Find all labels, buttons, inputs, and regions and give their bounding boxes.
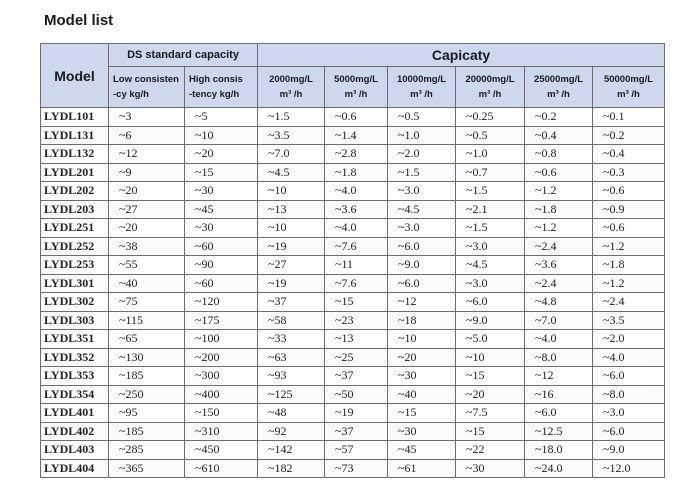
ds-capacity-group-header: DS standard capacity: [109, 44, 258, 67]
table-row: [41, 256, 665, 275]
table-row: [41, 237, 665, 256]
value-cell: ~4.5: [258, 163, 325, 182]
value-cell: ~58: [258, 311, 325, 330]
value-cell: ~0.8: [525, 145, 593, 164]
table-row: [41, 311, 665, 330]
value-cell: ~9.0: [456, 311, 525, 330]
value-cell: ~7.5: [456, 404, 525, 423]
low-consistency-header-line1: Low consisten: [113, 74, 179, 85]
value-cell: ~45: [388, 441, 456, 460]
model-cell: LYDL131: [41, 126, 109, 145]
model-cell: LYDL403: [41, 441, 109, 460]
model-cell: LYDL251: [41, 219, 109, 238]
value-cell: ~57: [325, 441, 388, 460]
value-cell: ~0.6: [593, 219, 665, 238]
high-consistency-header-line1: High consis: [189, 74, 243, 85]
value-cell: ~50: [325, 385, 388, 404]
table-row: [41, 108, 665, 127]
value-cell: ~20: [185, 145, 258, 164]
value-cell: ~1.8: [325, 163, 388, 182]
value-cell: ~19: [258, 237, 325, 256]
table-body: [41, 108, 665, 478]
value-cell: ~1.2: [525, 219, 593, 238]
value-cell: ~365: [109, 459, 185, 478]
capacity-10000-header: [388, 67, 456, 108]
value-cell: ~450: [185, 441, 258, 460]
value-cell: ~0.25: [456, 108, 525, 127]
value-cell: ~310: [185, 422, 258, 441]
value-cell: ~4.0: [593, 348, 665, 367]
value-cell: ~4.0: [325, 182, 388, 201]
table-row: [41, 182, 665, 201]
value-cell: ~12: [525, 367, 593, 386]
value-cell: ~0.2: [593, 126, 665, 145]
value-cell: ~60: [185, 237, 258, 256]
model-table: [40, 43, 665, 478]
value-cell: ~185: [109, 422, 185, 441]
value-cell: ~0.7: [456, 163, 525, 182]
value-cell: ~30: [456, 459, 525, 478]
value-cell: ~610: [185, 459, 258, 478]
value-cell: ~200: [185, 348, 258, 367]
value-cell: ~15: [456, 422, 525, 441]
value-cell: ~20: [109, 219, 185, 238]
value-cell: ~0.6: [325, 108, 388, 127]
value-cell: ~23: [325, 311, 388, 330]
value-cell: ~7.0: [258, 145, 325, 164]
value-cell: ~8.0: [525, 348, 593, 367]
value-cell: ~2.0: [593, 330, 665, 349]
value-cell: ~142: [258, 441, 325, 460]
value-cell: ~37: [258, 293, 325, 312]
value-cell: ~175: [185, 311, 258, 330]
capacity-50000-header-unit: m³ /h: [617, 89, 640, 100]
value-cell: ~12.0: [593, 459, 665, 478]
capacity-group-header: Capicaty: [258, 44, 665, 67]
value-cell: ~92: [258, 422, 325, 441]
value-cell: ~400: [185, 385, 258, 404]
value-cell: ~0.4: [593, 145, 665, 164]
value-cell: ~60: [185, 274, 258, 293]
value-cell: ~1.5: [388, 163, 456, 182]
value-cell: ~18: [388, 311, 456, 330]
table-header: [41, 44, 665, 108]
value-cell: ~73: [325, 459, 388, 478]
value-cell: ~15: [456, 367, 525, 386]
high-consistency-header: [185, 67, 258, 108]
value-cell: ~9: [109, 163, 185, 182]
value-cell: ~4.5: [456, 256, 525, 275]
table-row: [41, 293, 665, 312]
value-cell: ~3.0: [388, 219, 456, 238]
model-cell: LYDL203: [41, 200, 109, 219]
value-cell: ~1.2: [593, 237, 665, 256]
table-row: [41, 163, 665, 182]
capacity-10000-header-unit: m³ /h: [410, 89, 433, 100]
value-cell: ~2.1: [456, 200, 525, 219]
model-cell: LYDL132: [41, 145, 109, 164]
model-cell: LYDL302: [41, 293, 109, 312]
table-row: [41, 404, 665, 423]
value-cell: ~0.6: [593, 182, 665, 201]
value-cell: ~15: [185, 163, 258, 182]
value-cell: ~6: [109, 126, 185, 145]
value-cell: ~6.0: [388, 237, 456, 256]
value-cell: ~3.0: [388, 182, 456, 201]
model-cell: LYDL404: [41, 459, 109, 478]
capacity-25000-header-label: 25000mg/L: [533, 74, 584, 85]
value-cell: ~6.0: [593, 422, 665, 441]
value-cell: ~20: [388, 348, 456, 367]
table-row: [41, 385, 665, 404]
table-row: [41, 330, 665, 349]
capacity-20000-header-label: 20000mg/L: [465, 74, 515, 85]
value-cell: ~20: [456, 385, 525, 404]
value-cell: ~37: [325, 367, 388, 386]
value-cell: ~27: [258, 256, 325, 275]
low-consistency-header: [109, 67, 185, 108]
value-cell: ~30: [388, 367, 456, 386]
value-cell: ~33: [258, 330, 325, 349]
value-cell: ~55: [109, 256, 185, 275]
value-cell: ~1.8: [525, 200, 593, 219]
value-cell: ~0.6: [525, 163, 593, 182]
model-cell: LYDL303: [41, 311, 109, 330]
value-cell: ~150: [185, 404, 258, 423]
value-cell: ~5.0: [456, 330, 525, 349]
value-cell: ~185: [109, 367, 185, 386]
value-cell: ~100: [185, 330, 258, 349]
value-cell: ~3.5: [258, 126, 325, 145]
table-row: [41, 348, 665, 367]
capacity-5000-header: [325, 67, 388, 108]
model-cell: LYDL201: [41, 163, 109, 182]
value-cell: ~27: [109, 200, 185, 219]
value-cell: ~250: [109, 385, 185, 404]
value-cell: ~20: [109, 182, 185, 201]
model-cell: LYDL101: [41, 108, 109, 127]
capacity-25000-header: [525, 67, 593, 108]
value-cell: ~13: [325, 330, 388, 349]
capacity-20000-header-unit: m³ /h: [478, 89, 502, 100]
value-cell: ~3.0: [593, 404, 665, 423]
model-cell: LYDL202: [41, 182, 109, 201]
value-cell: ~12: [388, 293, 456, 312]
model-column-header: Model: [41, 44, 109, 108]
value-cell: ~37: [325, 422, 388, 441]
value-cell: ~95: [109, 404, 185, 423]
value-cell: ~8.0: [593, 385, 665, 404]
value-cell: ~11: [325, 256, 388, 275]
value-cell: ~0.5: [456, 126, 525, 145]
value-cell: ~15: [325, 293, 388, 312]
model-cell: LYDL252: [41, 237, 109, 256]
value-cell: ~6.0: [388, 274, 456, 293]
value-cell: ~3.6: [325, 200, 388, 219]
capacity-2000-header-unit: m³ /h: [279, 89, 303, 100]
value-cell: ~2.0: [388, 145, 456, 164]
value-cell: ~10: [258, 219, 325, 238]
value-cell: ~0.5: [388, 108, 456, 127]
value-cell: ~300: [185, 367, 258, 386]
value-cell: ~7.6: [325, 274, 388, 293]
value-cell: ~115: [109, 311, 185, 330]
value-cell: ~19: [325, 404, 388, 423]
value-cell: ~1.5: [258, 108, 325, 127]
value-cell: ~45: [185, 200, 258, 219]
value-cell: ~285: [109, 441, 185, 460]
value-cell: ~6.0: [525, 404, 593, 423]
value-cell: ~38: [109, 237, 185, 256]
value-cell: ~10: [185, 126, 258, 145]
value-cell: ~2.8: [325, 145, 388, 164]
table-row: [41, 274, 665, 293]
value-cell: ~3: [109, 108, 185, 127]
value-cell: ~6.0: [593, 367, 665, 386]
value-cell: ~120: [185, 293, 258, 312]
value-cell: ~10: [258, 182, 325, 201]
capacity-50000-header-label: 50000mg/L: [603, 74, 654, 85]
value-cell: ~6.0: [456, 293, 525, 312]
value-cell: ~2.4: [593, 293, 665, 312]
value-cell: ~182: [258, 459, 325, 478]
value-cell: ~25: [325, 348, 388, 367]
table-row: [41, 459, 665, 478]
value-cell: ~0.3: [593, 163, 665, 182]
value-cell: ~30: [185, 219, 258, 238]
model-cell: LYDL354: [41, 385, 109, 404]
value-cell: ~1.0: [388, 126, 456, 145]
value-cell: ~125: [258, 385, 325, 404]
page-title: Model list: [44, 12, 114, 29]
value-cell: ~4.0: [325, 219, 388, 238]
value-cell: ~1.0: [456, 145, 525, 164]
value-cell: ~22: [456, 441, 525, 460]
value-cell: ~12: [109, 145, 185, 164]
capacity-5000-header-unit: m³ /h: [344, 89, 368, 100]
value-cell: ~75: [109, 293, 185, 312]
value-cell: ~19: [258, 274, 325, 293]
value-cell: ~15: [388, 404, 456, 423]
value-cell: ~0.9: [593, 200, 665, 219]
high-consistency-header-unit: -tency kg/h: [189, 89, 240, 100]
table-row: [41, 422, 665, 441]
value-cell: ~5: [185, 108, 258, 127]
value-cell: ~61: [388, 459, 456, 478]
capacity-2000-header-label: 2000mg/L: [269, 74, 313, 85]
value-cell: ~24.0: [525, 459, 593, 478]
table-row: [41, 126, 665, 145]
value-cell: ~40: [109, 274, 185, 293]
value-cell: ~0.1: [593, 108, 665, 127]
table-row: [41, 367, 665, 386]
model-cell: LYDL352: [41, 348, 109, 367]
value-cell: ~2.4: [525, 237, 593, 256]
value-cell: ~4.5: [388, 200, 456, 219]
value-cell: ~0.4: [525, 126, 593, 145]
value-cell: ~4.8: [525, 293, 593, 312]
capacity-2000-header: [258, 67, 325, 108]
value-cell: ~7.6: [325, 237, 388, 256]
value-cell: ~40: [388, 385, 456, 404]
value-cell: ~10: [456, 348, 525, 367]
value-cell: ~63: [258, 348, 325, 367]
value-cell: ~12.5: [525, 422, 593, 441]
value-cell: ~3.5: [593, 311, 665, 330]
value-cell: ~3.0: [456, 237, 525, 256]
model-cell: LYDL353: [41, 367, 109, 386]
value-cell: ~4.0: [525, 330, 593, 349]
table-row: [41, 441, 665, 460]
value-cell: ~16: [525, 385, 593, 404]
capacity-50000-header: [593, 67, 665, 108]
capacity-5000-header-label: 5000mg/L: [334, 74, 378, 85]
value-cell: ~2.4: [525, 274, 593, 293]
capacity-25000-header-unit: m³ /h: [547, 89, 570, 100]
table-row: [41, 219, 665, 238]
capacity-10000-header-label: 10000mg/L: [396, 74, 447, 85]
value-cell: ~65: [109, 330, 185, 349]
value-cell: ~130: [109, 348, 185, 367]
value-cell: ~18.0: [525, 441, 593, 460]
value-cell: ~1.5: [456, 182, 525, 201]
value-cell: ~30: [388, 422, 456, 441]
table-row: [41, 200, 665, 219]
value-cell: ~90: [185, 256, 258, 275]
model-cell: LYDL301: [41, 274, 109, 293]
value-cell: ~1.2: [593, 274, 665, 293]
value-cell: ~1.4: [325, 126, 388, 145]
value-cell: ~48: [258, 404, 325, 423]
value-cell: ~3.6: [525, 256, 593, 275]
value-cell: ~9.0: [593, 441, 665, 460]
value-cell: ~93: [258, 367, 325, 386]
value-cell: ~9.0: [388, 256, 456, 275]
value-cell: ~0.2: [525, 108, 593, 127]
value-cell: ~1.8: [593, 256, 665, 275]
model-cell: LYDL402: [41, 422, 109, 441]
value-cell: ~1.5: [456, 219, 525, 238]
value-cell: ~3.0: [456, 274, 525, 293]
value-cell: ~30: [185, 182, 258, 201]
model-cell: LYDL351: [41, 330, 109, 349]
value-cell: ~13: [258, 200, 325, 219]
model-cell: LYDL401: [41, 404, 109, 423]
value-cell: ~10: [388, 330, 456, 349]
model-cell: LYDL253: [41, 256, 109, 275]
value-cell: ~7.0: [525, 311, 593, 330]
table-row: [41, 145, 665, 164]
value-cell: ~1.2: [525, 182, 593, 201]
low-consistency-header-unit: -cy kg/h: [113, 89, 149, 100]
capacity-20000-header: [456, 67, 525, 108]
